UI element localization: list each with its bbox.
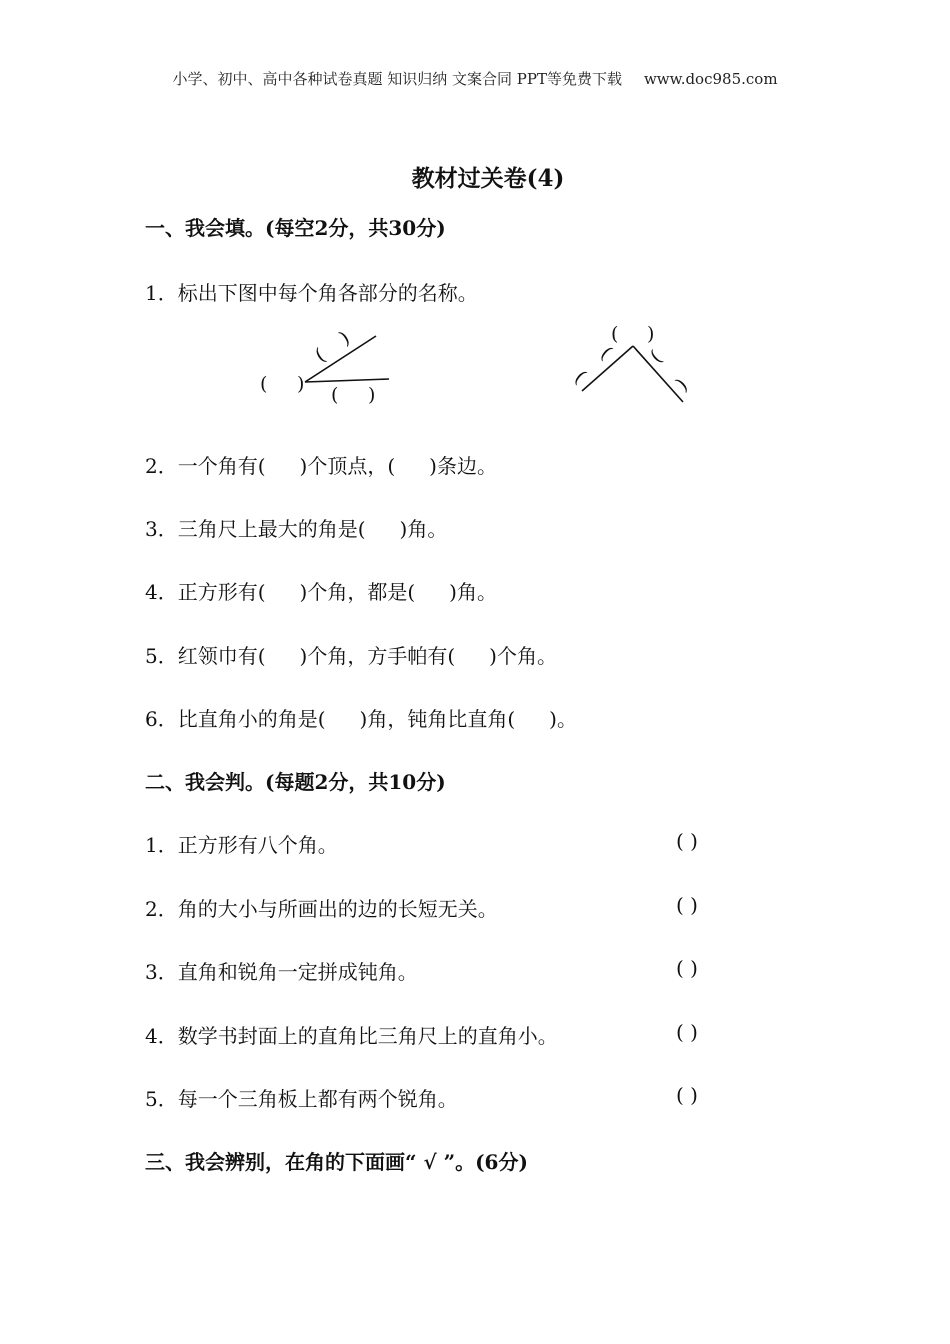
judge-item-2: 2．角的大小与所画出的边的长短无关。 [145, 897, 498, 921]
q3-part-b: )角。 [399, 517, 448, 541]
paren-left-lower-close: ) [368, 384, 376, 406]
question-1-1: 1．标出下图中每个角各部分的名称。 [145, 281, 478, 305]
paren-right-vertex-open: ( [611, 323, 619, 345]
paren-right-vertex-close: ) [647, 323, 655, 345]
q3-part-a: 3．三角尺上最大的角是( [145, 517, 366, 541]
section3-heading: 三、我会辨别，在角的下面画“ √ ”。(6分) [145, 1150, 528, 1174]
question-1-6 [145, 703, 577, 732]
paren-right-left-lower: ( [570, 366, 590, 388]
q6-part-c: )。 [549, 707, 577, 731]
question-1-2 [145, 450, 497, 479]
question-1-5 [145, 640, 557, 669]
angle-left-lower-side [305, 379, 389, 382]
paren-left-upper-close: ) [335, 326, 354, 350]
judge-item-3: 3．直角和锐角一定拼成钝角。 [145, 960, 418, 984]
q5-part-a: 5．红领巾有( [145, 644, 266, 668]
judge-item-4: 4．数学书封面上的直角比三角尺上的直角小。 [145, 1024, 558, 1048]
judge-answer-4[interactable]: ( ) [676, 1020, 698, 1044]
judge-item-1: 1．正方形有八个角。 [145, 833, 338, 857]
judge-answer-1[interactable]: ( ) [676, 829, 698, 853]
question-1-3 [145, 513, 447, 542]
paren-right-right-upper: ( [645, 346, 667, 368]
header-site: www.doc985.com [643, 70, 778, 88]
question-1-4 [145, 576, 497, 605]
q5-part-b: )个角，方手帕有( [299, 644, 456, 668]
q2-part-c: )条边。 [429, 454, 497, 478]
paren-left-vertex-open: ( [260, 373, 268, 395]
section2-heading: 二、我会判。(每题2分，共10分) [145, 770, 446, 794]
angle-figure-right [582, 346, 683, 402]
judge-item-5: 5．每一个三角板上都有两个锐角。 [145, 1087, 458, 1111]
angle-left-upper-side [305, 336, 376, 382]
header-text: 小学、初中、高中各种试卷真题 知识归纳 文案合同 PPT等免费下载 [172, 70, 622, 88]
paren-left-lower-open: ( [331, 384, 339, 406]
q6-part-b: )角，钝角比直角( [359, 707, 516, 731]
judge-answer-5[interactable]: ( ) [676, 1083, 698, 1107]
section1-heading: 一、我会填。(每空2分，共30分) [145, 216, 446, 240]
q6-part-a: 6．比直角小的角是( [145, 707, 326, 731]
angle-figures [0, 0, 950, 420]
paren-left-upper-open: ( [311, 344, 330, 367]
paren-right-right-lower: ) [671, 374, 693, 396]
judge-answer-3[interactable]: ( ) [676, 956, 698, 980]
q4-part-a: 4．正方形有( [145, 580, 266, 604]
page-title: 教材过关卷(4) [411, 165, 565, 192]
q4-part-c: )角。 [449, 580, 497, 604]
q2-part-b: )个顶点，( [299, 454, 396, 478]
q5-part-c: )个角。 [489, 644, 557, 668]
judge-answer-2[interactable]: ( ) [676, 893, 698, 917]
q2-part-a: 2．一个角有( [145, 454, 266, 478]
q4-part-b: )个角，都是( [299, 580, 416, 604]
paren-right-left-upper: ( [596, 342, 616, 364]
paren-left-vertex-close: ) [297, 373, 305, 395]
